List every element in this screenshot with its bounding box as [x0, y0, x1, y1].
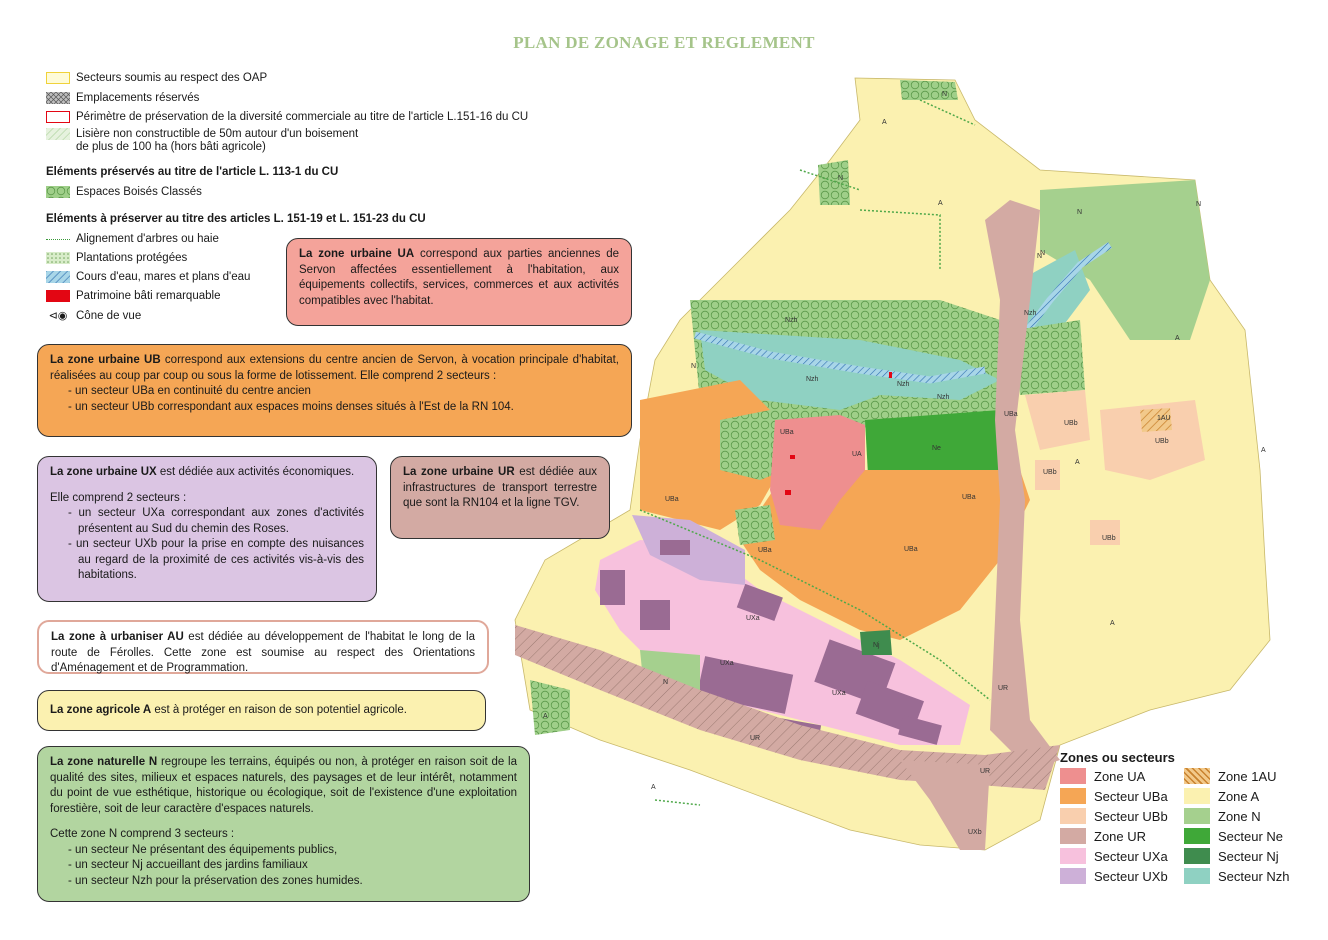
page-title: PLAN DE ZONAGE ET REGLEMENT: [513, 33, 815, 52]
map-zone-label: Ne: [932, 445, 941, 452]
legend-water: [46, 271, 250, 284]
legend-cone-label: Cône de vue: [76, 310, 142, 322]
zones-legend: [1060, 750, 1310, 884]
map-zone-label: UR: [750, 735, 761, 742]
map-zone-label: UBa: [758, 547, 772, 554]
zone-legend-item: [1184, 808, 1306, 824]
legend-cone: [46, 310, 141, 323]
map-zone-label: A: [1075, 459, 1080, 466]
zone-legend-item: [1060, 788, 1182, 804]
map-zone-label: UA: [852, 451, 862, 458]
map-zone-label: A: [882, 119, 887, 126]
map-zone-label: UXa: [832, 690, 846, 697]
legend-ebc: [46, 186, 202, 199]
legend-oap-label: Secteurs soumis au respect des OAP: [76, 72, 268, 84]
zone-legend-item: [1060, 868, 1182, 884]
zone-legend-item: [1060, 808, 1182, 824]
zone-legend-label: Secteur UBb: [1094, 808, 1168, 824]
legend-lisiere-label: Lisière non constructible de 50m autour d'un boisement de plus de 100 ha (hors bâti agricole): [76, 128, 359, 153]
map-zone-label: N: [1196, 201, 1202, 208]
map-zone-label: Nzh: [806, 376, 819, 383]
zone-color-swatch: [1184, 788, 1210, 804]
map-zone-label: UBb: [1064, 420, 1078, 427]
map-zone-label: N: [663, 679, 669, 686]
zone-color-swatch: [1060, 788, 1086, 804]
zone-color-swatch: [1184, 808, 1210, 824]
map-zone-label: UBa: [962, 494, 976, 501]
map-zone-label: UBa: [665, 496, 679, 503]
map-zone-label: N: [1037, 253, 1043, 260]
legend-ebc-label: Espaces Boisés Classés: [76, 186, 202, 198]
zone-legend-label: Secteur UBa: [1094, 788, 1168, 804]
zone-legend-label: Zone UA: [1094, 768, 1146, 784]
zone-legend-item: [1060, 768, 1182, 784]
map-zone-label: UBa: [780, 429, 794, 436]
map-zone-label: N: [1077, 209, 1083, 216]
zone-color-swatch: [1060, 868, 1086, 884]
zone-n-north2: [900, 80, 958, 100]
legend-lisiere: [46, 128, 358, 154]
zone-legend-item: [1184, 828, 1306, 844]
wood-circles-swatch: [46, 186, 70, 198]
zone-legend-label: Zone N: [1218, 808, 1261, 824]
legend-heading-113: Eléments préservés au titre de l'article L. 113-1 du CU: [46, 166, 339, 178]
zone-ne: [865, 410, 1005, 475]
zone-color-swatch: [1184, 868, 1210, 884]
zone-color-swatch: [1060, 768, 1086, 784]
map-zone-label: A: [651, 784, 656, 791]
zone-legend-item: [1184, 768, 1306, 784]
zone-legend-item: [1060, 828, 1182, 844]
zone-legend-label: Secteur Nzh: [1218, 868, 1290, 884]
zone-n-north: [818, 160, 850, 205]
legend-trees: [46, 233, 219, 246]
map-zone-label: A: [1261, 447, 1266, 454]
zone-legend-item: [1184, 868, 1306, 884]
map-zone-label: UXb: [968, 829, 982, 836]
zone-legend-label: Secteur UXa: [1094, 848, 1168, 864]
legend-reserved-label: Emplacements réservés: [76, 92, 200, 104]
eye-cone-icon: ⊲◉: [48, 310, 68, 322]
legend-trees-label: Alignement d'arbres ou haie: [76, 233, 219, 245]
legend-commercial: [46, 111, 528, 124]
red-fill-swatch: [46, 290, 70, 302]
zone-legend-item: [1184, 788, 1306, 804]
zones-legend-title: Zones ou secteurs: [1060, 750, 1175, 765]
legend-plantations-label: Plantations protégées: [76, 252, 188, 264]
oap-outline-swatch: [46, 72, 70, 84]
map-zone-label: N: [1040, 250, 1046, 257]
box-zone-ux: La zone urbaine UX est dédiée aux activités économiques. Elle comprend 2 secteurs : - un secteur UXa correspondant aux zones d'activités présentent au Sud du chemin des Roses. - un secteur UXb pour la prise en compte des nuisances au regard de la proximité de ces activités vis-à-vis des habitations.: [37, 456, 377, 602]
map-zone-label: A: [1175, 335, 1180, 342]
map-zone-label: UBb: [1155, 438, 1169, 445]
zone-legend-item: [1060, 848, 1182, 864]
map-zone-label: UXa: [746, 615, 760, 622]
map-zone-label: UBb: [1043, 469, 1057, 476]
map-zone-label: Nzh: [937, 394, 950, 401]
map-zone-label: UBb: [1102, 535, 1116, 542]
map-zone-label: 1AU: [1157, 415, 1171, 422]
map-zone-label: N: [942, 91, 948, 98]
zone-legend-label: Secteur Ne: [1218, 828, 1284, 844]
zone-legend-label: Zone UR: [1094, 828, 1147, 844]
map-zone-label: A: [543, 713, 548, 720]
zone-legend-label: Zone A: [1218, 788, 1260, 804]
map-zone-label: N: [838, 175, 844, 182]
zone-legend-item: [1184, 848, 1306, 864]
zone-color-swatch: [1060, 828, 1086, 844]
dotted-green-line: [46, 233, 70, 245]
map-zone-label: UBa: [904, 546, 918, 553]
box-zone-au: La zone à urbaniser AU est dédiée au développement de l'habitat le long de la route de Férolles. Cette zone est soumise au respect des Orientations d'Aménagement et de Programmation.: [37, 620, 489, 674]
map-zone-label: A: [938, 200, 943, 207]
box-zone-ua: La zone urbaine UA correspond aux parties anciennes de Servon affectées essentiellement à l'habitation, aux équipements collectifs, services, commerces et aux activités compatibles avec l'habitat.: [286, 238, 632, 326]
legend-heading-151: Eléments à préserver au titre des articles L. 151-19 et L. 151-23 du CU: [46, 213, 426, 225]
dotted-green-swatch: [46, 252, 70, 264]
hatched-green-swatch: [46, 128, 70, 140]
map-zone-label: Nzh: [897, 381, 910, 388]
zone-legend-label: Secteur UXb: [1094, 868, 1168, 884]
zones-legend-grid: [1060, 768, 1310, 884]
legend-reserved: [46, 92, 199, 105]
legend-heritage-label: Patrimoine bâti remarquable: [76, 290, 221, 302]
legend-commercial-label: Périmètre de préservation de la diversité commerciale au titre de l'article L.151-16 du CU: [76, 111, 529, 123]
legend-heritage: [46, 290, 220, 303]
zone-legend-label: Zone 1AU: [1218, 768, 1277, 784]
map-zone-label: N: [691, 363, 697, 370]
blue-hatch-swatch: [46, 271, 70, 283]
zone-color-swatch: [1184, 768, 1210, 784]
map-zone-label: Nzh: [785, 317, 798, 324]
zone-color-swatch: [1060, 808, 1086, 824]
legend-oap: [46, 72, 267, 85]
crosshatch-swatch: [46, 92, 70, 104]
zone-legend-label: Secteur Nj: [1218, 848, 1279, 864]
zone-color-swatch: [1184, 848, 1210, 864]
map-zone-label: UBa: [1004, 411, 1018, 418]
map-zone-label: Nzh: [1024, 310, 1037, 317]
red-outline-swatch: [46, 111, 70, 123]
zone-n-center2: [735, 505, 775, 545]
legend-plantations: [46, 252, 187, 265]
map-zone-label: UR: [980, 768, 991, 775]
map-zone-label: UR: [998, 685, 1009, 692]
zone-color-swatch: [1060, 848, 1086, 864]
box-zone-a: La zone agricole A est à protéger en raison de son potentiel agricole.: [37, 690, 486, 731]
box-zone-ur: La zone urbaine UR est dédiée aux infrastructures de transport terrestre que sont la RN104 et la ligne TGV.: [390, 456, 610, 539]
legend-water-label: Cours d'eau, mares et plans d'eau: [76, 271, 251, 283]
map-zone-label: A: [1110, 620, 1115, 627]
box-zone-n: La zone naturelle N regroupe les terrains, équipés ou non, à protéger en raison soit de la qualité des sites, milieux et espaces naturels, des paysages et de leur intérêt, notamment du point de vue esthétique, historique ou écologique, soit de l'existence d'une exploitation forestière, soit de leur caractère d'espaces naturels. Cette zone N comprend 3 secteurs : - un secteur Ne présentant des équipements publics, - un secteur Nj accueillant des jardins familiaux - un secteur Nzh pour la préservation des zones humides.: [37, 746, 530, 902]
map-zone-label: UXa: [720, 660, 734, 667]
box-zone-ub: La zone urbaine UB correspond aux extensions du centre ancien de Servon, à vocation principale d'habitat, réalisées au coup par coup ou sous la forme de lotissement. Elle comprend 2 secteurs : - un secteur UBa en continuité du centre ancien - un secteur UBb correspondant aux espaces moins denses situés à l'Est de la RN 104.: [37, 344, 632, 437]
map-zone-label: Nj: [873, 642, 880, 649]
zone-color-swatch: [1184, 828, 1210, 844]
